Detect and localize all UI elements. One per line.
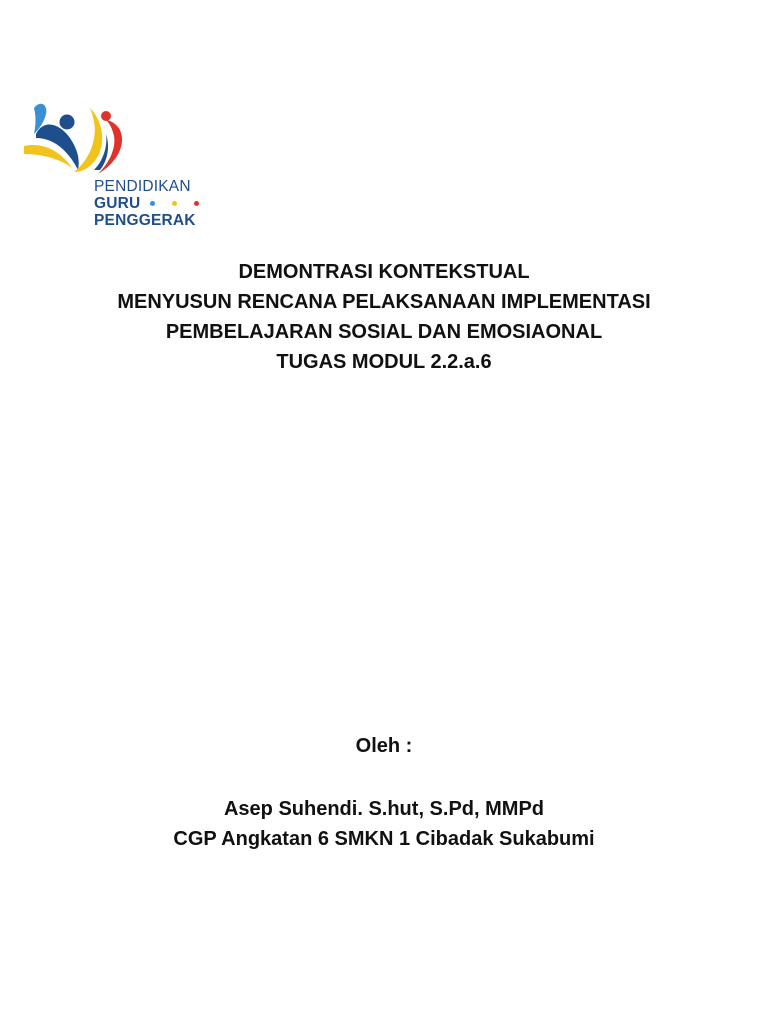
logo-line-guru (94, 195, 199, 212)
logo-text (94, 178, 199, 229)
blue-dot-icon (150, 201, 155, 206)
title-line-2: MENYUSUN RENCANA PELAKSANAAN IMPLEMENTASI (117, 291, 651, 313)
author-affiliation: CGP Angkatan 6 SMKN 1 Cibadak Sukabumi (173, 828, 595, 850)
pendidikan-guru-penggerak-logo (22, 98, 222, 233)
title-line-4: TUGAS MODUL 2.2.a.6 (276, 351, 492, 373)
author-block (0, 794, 768, 854)
logo-figures-icon (22, 98, 127, 180)
document-title (0, 257, 768, 377)
by-label: Oleh : (355, 735, 413, 757)
logo-text-penggerak: PENGGERAK (94, 212, 196, 229)
logo-text-guru: GURU (94, 195, 141, 212)
author-name: Asep Suhendi. S.hut, S.Pd, MMPd (223, 798, 544, 820)
title-line-3: PEMBELAJARAN SOSIAL DAN EMOSIAONAL (165, 321, 603, 343)
title-line-1: DEMONTRASI KONTEKSTUAL (238, 261, 530, 283)
logo-text-pendidikan: PENDIDIKAN (94, 178, 191, 195)
red-dot-icon (194, 201, 199, 206)
logo-dots (150, 201, 199, 206)
yellow-dot-icon (172, 201, 177, 206)
